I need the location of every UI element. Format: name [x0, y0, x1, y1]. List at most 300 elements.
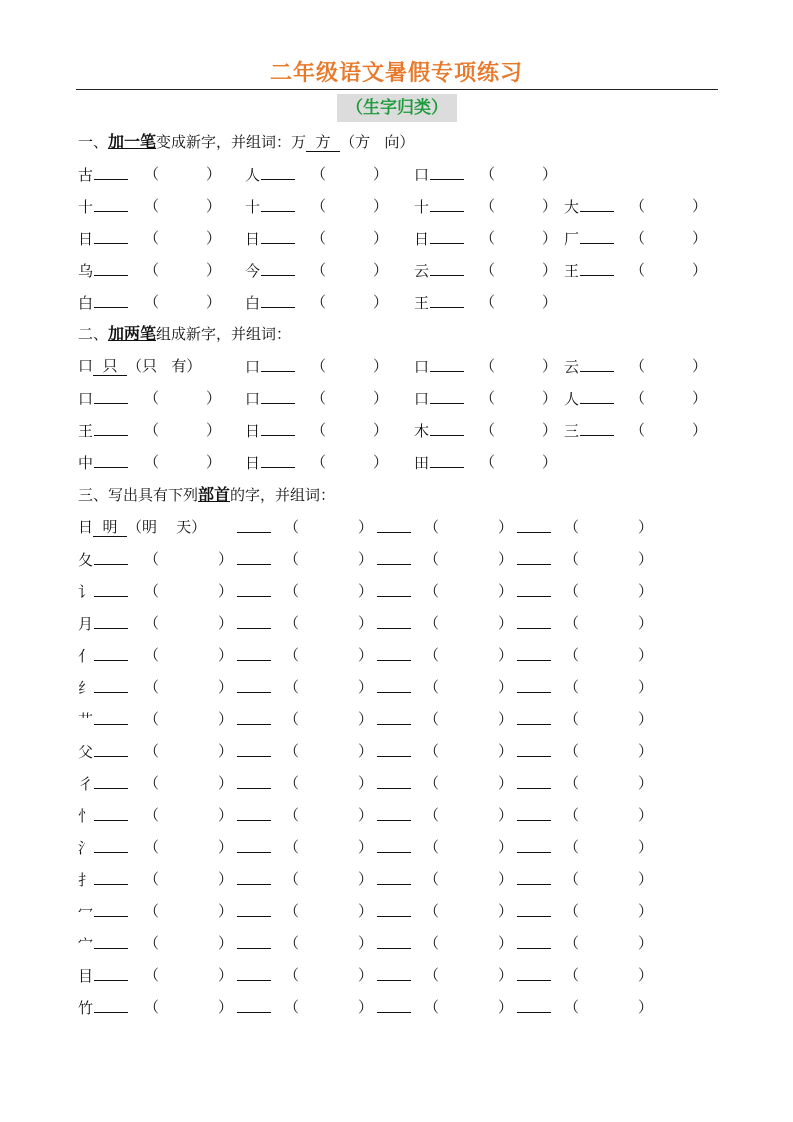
- word-answer-space[interactable]: [498, 450, 542, 474]
- word-answer-space[interactable]: [162, 931, 218, 955]
- paren-close: ）: [373, 229, 389, 247]
- word-answer-space[interactable]: [162, 290, 206, 314]
- answer-blank[interactable]: [237, 515, 271, 533]
- paren-open: （: [564, 870, 580, 888]
- answer-blank[interactable]: [94, 995, 128, 1013]
- paren-close: ）: [542, 389, 558, 407]
- word-answer-space[interactable]: [498, 386, 542, 410]
- answer-blank[interactable]: [261, 450, 295, 468]
- word-answer-space[interactable]: [302, 515, 358, 539]
- base-character: 口: [414, 358, 430, 376]
- answer-blank[interactable]: [377, 803, 411, 821]
- paren-open: （: [424, 742, 440, 760]
- word-answer-space[interactable]: [162, 418, 206, 442]
- word-answer-space[interactable]: [498, 258, 542, 282]
- paren-close: ）: [218, 998, 234, 1016]
- answer-blank[interactable]: [580, 418, 614, 436]
- answer-blank[interactable]: [377, 579, 411, 597]
- paren-close: ）: [373, 421, 389, 439]
- word-answer-space[interactable]: [442, 515, 498, 539]
- paren-close: ）: [358, 774, 374, 792]
- answer-blank[interactable]: [94, 386, 128, 404]
- word-answer-space[interactable]: [302, 931, 358, 955]
- word-answer-space[interactable]: [162, 995, 218, 1019]
- word-answer-space[interactable]: [442, 643, 498, 667]
- word-answer-space[interactable]: [329, 290, 373, 314]
- answer-blank[interactable]: [377, 739, 411, 757]
- word-answer-space[interactable]: [498, 226, 542, 250]
- answer-blank[interactable]: [94, 899, 128, 917]
- base-character: 王: [414, 294, 430, 312]
- word-answer-space[interactable]: [442, 579, 498, 603]
- answer-blank[interactable]: [94, 803, 128, 821]
- word-answer-space[interactable]: [582, 579, 638, 603]
- word-answer-space[interactable]: [442, 835, 498, 859]
- paren-close: ）: [498, 966, 514, 984]
- word-answer-space[interactable]: [302, 899, 358, 923]
- paren-open: （: [424, 678, 440, 696]
- answer-blank[interactable]: [237, 995, 271, 1013]
- word-answer-space[interactable]: [329, 194, 373, 218]
- paren-close: ）: [206, 197, 222, 215]
- word-answer-space[interactable]: [162, 867, 218, 891]
- radical-row: [78, 963, 678, 987]
- radical-row: [78, 835, 678, 859]
- exercise-item: [414, 354, 558, 378]
- radical: 宀: [78, 935, 94, 953]
- answer-blank[interactable]: [261, 290, 295, 308]
- word-answer-space[interactable]: [648, 258, 692, 282]
- paren-open: （: [144, 421, 160, 439]
- paren-close: ）: [206, 293, 222, 311]
- word-answer-space[interactable]: [582, 515, 638, 539]
- answer-blank[interactable]: [377, 771, 411, 789]
- word-answer-space[interactable]: [582, 867, 638, 891]
- answer-blank[interactable]: [261, 226, 295, 244]
- answer-blank[interactable]: [377, 995, 411, 1013]
- base-character: 木: [414, 422, 430, 440]
- answer-blank[interactable]: [261, 258, 295, 276]
- paren-open: （: [424, 614, 440, 632]
- answer-blank[interactable]: [237, 867, 271, 885]
- paren-close: ）: [542, 165, 558, 183]
- answer-blank[interactable]: [430, 290, 464, 308]
- paren-open: （: [284, 582, 300, 600]
- word-answer-space[interactable]: [329, 162, 373, 186]
- paren-open: （: [424, 550, 440, 568]
- word-answer-space[interactable]: [582, 739, 638, 763]
- word-answer-space[interactable]: [648, 386, 692, 410]
- radical: 讠: [78, 583, 94, 601]
- section1-example-word-a: 方: [355, 133, 371, 151]
- word-answer-space[interactable]: [329, 258, 373, 282]
- word-answer-space[interactable]: [162, 739, 218, 763]
- word-answer-space[interactable]: [302, 547, 358, 571]
- section2-example-answer: 只: [93, 357, 127, 376]
- base-character: 王: [564, 262, 580, 280]
- answer-blank[interactable]: [237, 899, 271, 917]
- paren-close: ）: [638, 806, 654, 824]
- paren-close: ）: [498, 998, 514, 1016]
- word-answer-space[interactable]: [582, 835, 638, 859]
- answer-blank[interactable]: [517, 579, 551, 597]
- word-answer-space[interactable]: [162, 611, 218, 635]
- exercise-item: [414, 386, 558, 410]
- paren-open: （: [480, 165, 496, 183]
- answer-blank[interactable]: [261, 354, 295, 372]
- word-answer-space[interactable]: [302, 739, 358, 763]
- paren-open: （: [480, 357, 496, 375]
- word-answer-space[interactable]: [442, 931, 498, 955]
- answer-blank[interactable]: [94, 450, 128, 468]
- radical-row: [78, 739, 678, 763]
- radical: 扌: [78, 871, 94, 889]
- answer-blank[interactable]: [237, 611, 271, 629]
- word-answer-space[interactable]: [329, 354, 373, 378]
- answer-blank[interactable]: [430, 258, 464, 276]
- answer-blank[interactable]: [430, 418, 464, 436]
- paren-close: ）: [638, 870, 654, 888]
- radical: 目: [78, 967, 94, 985]
- radical: 夂: [78, 551, 94, 569]
- paren-open: （: [564, 614, 580, 632]
- answer-blank[interactable]: [237, 675, 271, 693]
- word-answer-space[interactable]: [329, 450, 373, 474]
- word-answer-space[interactable]: [162, 771, 218, 795]
- paren-close: ）: [542, 197, 558, 215]
- answer-blank[interactable]: [94, 258, 128, 276]
- word-answer-space[interactable]: [162, 643, 218, 667]
- paren-open: （: [564, 678, 580, 696]
- answer-blank[interactable]: [261, 194, 295, 212]
- paren-open: （: [284, 678, 300, 696]
- radical-row: [78, 771, 678, 795]
- exercise-item: [564, 226, 708, 250]
- base-character: 乌: [78, 262, 94, 280]
- answer-blank[interactable]: [377, 611, 411, 629]
- answer-blank[interactable]: [377, 675, 411, 693]
- word-answer-space[interactable]: [582, 771, 638, 795]
- answer-blank[interactable]: [517, 771, 551, 789]
- word-answer-space[interactable]: [162, 675, 218, 699]
- answer-blank[interactable]: [94, 739, 128, 757]
- word-answer-space[interactable]: [162, 899, 218, 923]
- section1-example-char: 万: [291, 133, 307, 151]
- answer-blank[interactable]: [94, 547, 128, 565]
- word-answer-space[interactable]: [329, 386, 373, 410]
- base-character: 三: [564, 422, 580, 440]
- answer-blank[interactable]: [580, 258, 614, 276]
- word-answer-space[interactable]: [162, 258, 206, 282]
- word-answer-space[interactable]: [302, 835, 358, 859]
- word-answer-space[interactable]: [162, 803, 218, 827]
- radical-row: [78, 867, 678, 891]
- answer-blank[interactable]: [517, 739, 551, 757]
- paren-open: （: [480, 389, 496, 407]
- answer-blank[interactable]: [94, 643, 128, 661]
- answer-blank[interactable]: [94, 418, 128, 436]
- answer-blank[interactable]: [237, 707, 271, 725]
- answer-blank[interactable]: [377, 931, 411, 949]
- paren-open: （: [284, 966, 300, 984]
- answer-blank[interactable]: [377, 547, 411, 565]
- answer-blank[interactable]: [580, 194, 614, 212]
- radical-row: [78, 707, 678, 731]
- answer-blank[interactable]: [377, 515, 411, 533]
- paren-close: ）: [542, 229, 558, 247]
- word-answer-space[interactable]: [582, 899, 638, 923]
- word-answer-space[interactable]: [442, 611, 498, 635]
- word-answer-space[interactable]: [162, 194, 206, 218]
- answer-blank[interactable]: [517, 931, 551, 949]
- word-answer-space[interactable]: [582, 547, 638, 571]
- word-answer-space[interactable]: [302, 611, 358, 635]
- word-answer-space[interactable]: [162, 835, 218, 859]
- word-answer-space[interactable]: [302, 995, 358, 1019]
- word-answer-space[interactable]: [442, 803, 498, 827]
- paren-open: （: [311, 229, 327, 247]
- paren-open: （: [564, 582, 580, 600]
- paren-close: ）: [638, 710, 654, 728]
- paren-open: （: [424, 870, 440, 888]
- answer-blank[interactable]: [377, 835, 411, 853]
- word-answer-space[interactable]: [442, 707, 498, 731]
- paren-close: ）: [218, 838, 234, 856]
- base-character: 日: [78, 230, 94, 248]
- answer-blank[interactable]: [517, 995, 551, 1013]
- word-answer-space[interactable]: [442, 867, 498, 891]
- word-answer-space[interactable]: [498, 418, 542, 442]
- word-answer-space[interactable]: [582, 675, 638, 699]
- exercise-item: [78, 194, 222, 218]
- word-answer-space[interactable]: [162, 963, 218, 987]
- answer-blank[interactable]: [430, 386, 464, 404]
- word-answer-space[interactable]: [162, 386, 206, 410]
- exercise-item: [245, 290, 389, 314]
- paren-open: （: [424, 518, 440, 536]
- answer-blank[interactable]: [377, 963, 411, 981]
- answer-blank[interactable]: [517, 707, 551, 725]
- word-answer-space[interactable]: [329, 226, 373, 250]
- word-answer-space[interactable]: [302, 803, 358, 827]
- word-answer-space[interactable]: [498, 162, 542, 186]
- section2-key-term: 加两笔: [108, 324, 157, 343]
- answer-blank[interactable]: [237, 803, 271, 821]
- word-answer-space[interactable]: [442, 771, 498, 795]
- base-character: 口: [414, 166, 430, 184]
- paren-close: ）: [638, 550, 654, 568]
- answer-blank[interactable]: [94, 194, 128, 212]
- answer-blank[interactable]: [377, 707, 411, 725]
- paren-open: （: [144, 389, 160, 407]
- section2-example-char: 口: [78, 357, 94, 375]
- answer-blank[interactable]: [237, 739, 271, 757]
- answer-blank[interactable]: [517, 515, 551, 533]
- answer-blank[interactable]: [430, 194, 464, 212]
- word-answer-space[interactable]: [582, 643, 638, 667]
- paren-close: ）: [358, 934, 374, 952]
- word-answer-space[interactable]: [582, 931, 638, 955]
- radical-row: [78, 995, 678, 1019]
- base-character: 田: [414, 454, 430, 472]
- section1-example-word-b: 向: [384, 133, 400, 151]
- paren-open: （: [564, 742, 580, 760]
- word-answer-space[interactable]: [442, 675, 498, 699]
- answer-blank[interactable]: [517, 835, 551, 853]
- word-answer-space[interactable]: [582, 963, 638, 987]
- paren-close: ）: [358, 742, 374, 760]
- answer-blank[interactable]: [94, 867, 128, 885]
- paren-open: （: [630, 197, 646, 215]
- answer-blank[interactable]: [517, 643, 551, 661]
- word-answer-space[interactable]: [162, 162, 206, 186]
- exercise-item: [245, 418, 389, 442]
- paren-open: （: [311, 357, 327, 375]
- word-answer-space[interactable]: [498, 290, 542, 314]
- answer-blank[interactable]: [377, 867, 411, 885]
- paren-open: （: [144, 966, 160, 984]
- word-answer-space[interactable]: [442, 739, 498, 763]
- section3-heading: 三、写出具有下列部首的字，并组词：: [78, 485, 336, 504]
- base-character: 日: [245, 422, 261, 440]
- answer-blank[interactable]: [94, 963, 128, 981]
- word-answer-space[interactable]: [302, 707, 358, 731]
- paren-close: ）: [692, 197, 708, 215]
- section2-heading: 二、加两笔组成新字，并组词：: [78, 324, 292, 343]
- paren-close: ）: [373, 453, 389, 471]
- paren-close: ）: [498, 710, 514, 728]
- word-answer-space[interactable]: [442, 963, 498, 987]
- answer-blank[interactable]: [517, 547, 551, 565]
- paren-close: ）: [638, 678, 654, 696]
- word-answer-space[interactable]: [302, 867, 358, 891]
- answer-blank[interactable]: [261, 386, 295, 404]
- answer-blank[interactable]: [261, 418, 295, 436]
- paren-open: （: [144, 550, 160, 568]
- paren-close: ）: [498, 518, 514, 536]
- word-answer-space[interactable]: [302, 579, 358, 603]
- answer-blank[interactable]: [580, 354, 614, 372]
- paren-open: （: [564, 838, 580, 856]
- answer-blank[interactable]: [237, 931, 271, 949]
- paren-open: （: [144, 582, 160, 600]
- paren-open: （: [284, 710, 300, 728]
- answer-blank[interactable]: [517, 963, 551, 981]
- word-answer-space[interactable]: [648, 194, 692, 218]
- word-answer-space[interactable]: [162, 547, 218, 571]
- base-character: 白: [78, 294, 94, 312]
- word-answer-space[interactable]: [648, 354, 692, 378]
- paren-open: （: [144, 902, 160, 920]
- answer-blank[interactable]: [377, 899, 411, 917]
- paren-open: （: [480, 293, 496, 311]
- word-answer-space[interactable]: [442, 995, 498, 1019]
- word-answer-space[interactable]: [582, 611, 638, 635]
- word-answer-space[interactable]: [329, 418, 373, 442]
- answer-blank[interactable]: [94, 707, 128, 725]
- paren-close: ）: [638, 902, 654, 920]
- answer-blank[interactable]: [430, 450, 464, 468]
- word-answer-space[interactable]: [582, 707, 638, 731]
- paren-close: ）: [218, 614, 234, 632]
- word-answer-space[interactable]: [302, 643, 358, 667]
- word-answer-space[interactable]: [162, 450, 206, 474]
- exercise-item: [78, 226, 222, 250]
- answer-blank[interactable]: [237, 643, 271, 661]
- word-answer-space[interactable]: [582, 803, 638, 827]
- word-answer-space[interactable]: [648, 226, 692, 250]
- word-answer-space[interactable]: [302, 963, 358, 987]
- answer-blank[interactable]: [517, 611, 551, 629]
- paren-close: ）: [373, 357, 389, 375]
- answer-blank[interactable]: [237, 835, 271, 853]
- answer-blank[interactable]: [237, 771, 271, 789]
- answer-blank[interactable]: [94, 226, 128, 244]
- paren-close: ）: [358, 582, 374, 600]
- word-answer-space[interactable]: [498, 354, 542, 378]
- exercise-item: [245, 386, 389, 410]
- answer-blank[interactable]: [430, 162, 464, 180]
- answer-blank[interactable]: [94, 290, 128, 308]
- paren-close: ）: [373, 165, 389, 183]
- answer-blank[interactable]: [377, 643, 411, 661]
- word-answer-space[interactable]: [162, 707, 218, 731]
- answer-blank[interactable]: [517, 867, 551, 885]
- word-answer-space[interactable]: [162, 226, 206, 250]
- base-character: 口: [78, 390, 94, 408]
- answer-blank[interactable]: [430, 226, 464, 244]
- answer-blank[interactable]: [94, 771, 128, 789]
- paren-close: ）: [638, 934, 654, 952]
- paren-close: ）: [498, 550, 514, 568]
- answer-blank[interactable]: [94, 162, 128, 180]
- answer-blank[interactable]: [94, 579, 128, 597]
- word-answer-space[interactable]: [442, 547, 498, 571]
- answer-blank[interactable]: [94, 611, 128, 629]
- answer-blank[interactable]: [237, 579, 271, 597]
- word-answer-space[interactable]: [302, 675, 358, 699]
- paren-close: ）: [358, 966, 374, 984]
- answer-blank[interactable]: [237, 547, 271, 565]
- word-answer-space[interactable]: [162, 579, 218, 603]
- answer-blank[interactable]: [261, 162, 295, 180]
- word-answer-space[interactable]: [442, 899, 498, 923]
- answer-blank[interactable]: [237, 963, 271, 981]
- answer-blank[interactable]: [94, 931, 128, 949]
- answer-blank[interactable]: [580, 386, 614, 404]
- answer-blank[interactable]: [430, 354, 464, 372]
- answer-blank[interactable]: [580, 226, 614, 244]
- paren-open: （: [424, 998, 440, 1016]
- answer-blank[interactable]: [517, 899, 551, 917]
- word-answer-space[interactable]: [302, 771, 358, 795]
- answer-blank[interactable]: [94, 675, 128, 693]
- base-character: 十: [414, 198, 430, 216]
- paren-close: ）: [218, 966, 234, 984]
- answer-blank[interactable]: [517, 803, 551, 821]
- word-answer-space[interactable]: [648, 418, 692, 442]
- paren-close: ）: [498, 902, 514, 920]
- word-answer-space[interactable]: [498, 194, 542, 218]
- exercise-item: [414, 290, 558, 314]
- paren-open: （: [144, 261, 160, 279]
- word-answer-space[interactable]: [582, 995, 638, 1019]
- exercise-item: [78, 258, 222, 282]
- answer-blank[interactable]: [94, 835, 128, 853]
- paren-open: （: [284, 806, 300, 824]
- paren-open: （: [311, 421, 327, 439]
- answer-blank[interactable]: [517, 675, 551, 693]
